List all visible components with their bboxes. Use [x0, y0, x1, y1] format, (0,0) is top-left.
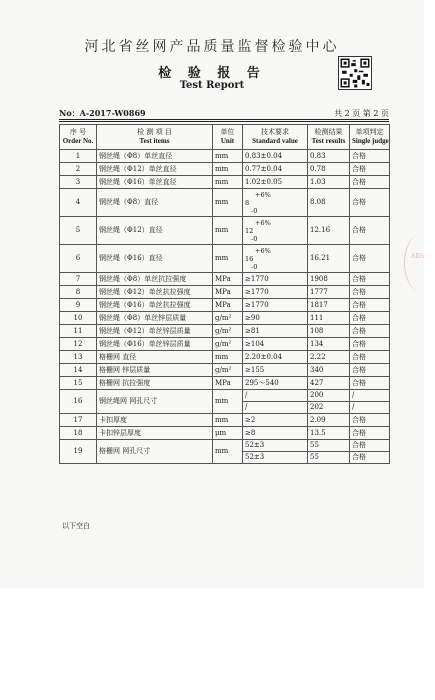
table-row	[60, 377, 390, 390]
cell-order-no: 14	[60, 364, 97, 377]
cell-unit: g/m²	[213, 338, 243, 351]
cell-single-judge: 合格	[350, 217, 390, 245]
cell-test-result: 1.03	[308, 176, 350, 189]
cell-single-judge: 合格	[350, 299, 390, 312]
cell-order-no: 3	[60, 176, 97, 189]
cell-test-item: 钢丝绳（Φ8）单丝抗拉强度	[97, 273, 213, 286]
table-header-row	[60, 125, 390, 150]
table-row	[60, 338, 390, 351]
cell-single-judge: 合格	[350, 286, 390, 299]
cell-test-result: 108	[308, 325, 350, 338]
cell-standard-value: ≥1770	[243, 273, 308, 286]
cell-standard-value: 295～540	[243, 377, 308, 390]
table-row	[60, 440, 390, 452]
cell-standard-value: ≥90	[243, 312, 308, 325]
qr-code-icon	[338, 56, 372, 90]
cell-order-no: 13	[60, 351, 97, 364]
table-row	[60, 312, 390, 325]
cell-order-no: 7	[60, 273, 97, 286]
cell-order-no: 19	[60, 440, 97, 464]
table-row	[60, 286, 390, 299]
table-row	[60, 189, 390, 217]
cell-unit: mm	[213, 163, 243, 176]
cell-single-judge: 合格	[350, 176, 390, 189]
cell-test-result: 2.09	[308, 414, 350, 427]
cell-single-judge: 合格	[350, 427, 390, 440]
cell-test-item: 钢丝绳（Φ8）单丝直径	[97, 150, 213, 163]
cell-order-no: 6	[60, 245, 97, 273]
cell-standard-value: +6% 16 -0	[243, 245, 308, 273]
cell-single-judge: 合格	[350, 150, 390, 163]
cell-test-result: 13.5	[308, 427, 350, 440]
cell-test-item: 格栅网 网孔尺寸	[97, 440, 213, 464]
table-row	[60, 414, 390, 427]
cell-single-judge: /	[350, 402, 390, 414]
report-meta	[59, 108, 389, 119]
cell-single-judge: 合格	[350, 312, 390, 325]
cell-standard-value: 52±3	[243, 452, 308, 464]
cell-test-item: 格栅网 抗拉强度	[97, 377, 213, 390]
cell-unit: g/m²	[213, 325, 243, 338]
cell-standard-value: /	[243, 390, 308, 402]
cell-standard-value: ≥155	[243, 364, 308, 377]
cell-test-item: 钢丝绳（Φ16）单丝直径	[97, 176, 213, 189]
cell-single-judge: 合格	[350, 338, 390, 351]
cell-single-judge: 合格	[350, 414, 390, 427]
cell-standard-value: 0.83±0.04	[243, 150, 308, 163]
cell-unit: mm	[213, 440, 243, 464]
cell-test-item: 钢丝绳（Φ16）单丝锌层质量	[97, 338, 213, 351]
cell-test-item: 钢丝绳（Φ12）直径	[97, 217, 213, 245]
cell-test-result: 1777	[308, 286, 350, 299]
cell-test-result: 340	[308, 364, 350, 377]
header-order-no: 序 号 Order No.	[60, 125, 97, 150]
cell-single-judge: 合格	[350, 273, 390, 286]
cell-standard-value: ≥81	[243, 325, 308, 338]
cell-test-result: 2.22	[308, 351, 350, 364]
cell-single-judge: 合格	[350, 163, 390, 176]
cell-test-result: 427	[308, 377, 350, 390]
cell-unit: mm	[213, 176, 243, 189]
cell-test-result: 200	[308, 390, 350, 402]
report-title-en: Test Report	[179, 80, 245, 91]
cell-order-no: 17	[60, 414, 97, 427]
cell-unit: MPa	[213, 273, 243, 286]
cell-test-result: 16.21	[308, 245, 350, 273]
cell-unit: mm	[213, 189, 243, 217]
cell-test-result: 111	[308, 312, 350, 325]
table-row	[60, 217, 390, 245]
header-single-judge: 单项判定 Single judge	[350, 125, 390, 150]
test-results-table	[59, 124, 390, 464]
cell-test-item: 卡扣锌层厚度	[97, 427, 213, 440]
cell-order-no: 10	[60, 312, 97, 325]
cell-unit: mm	[213, 414, 243, 427]
header-test-results: 检测结果 Test results	[308, 125, 350, 150]
cell-standard-value: /	[243, 402, 308, 414]
cell-test-result: 0.78	[308, 163, 350, 176]
cell-standard-value: 52±3	[243, 440, 308, 452]
header-unit: 单位 Unit	[213, 125, 243, 150]
cell-unit: MPa	[213, 299, 243, 312]
cell-order-no: 4	[60, 189, 97, 217]
cell-test-item: 钢丝绳（Φ12）单丝直径	[97, 163, 213, 176]
cell-test-item: 卡扣厚度	[97, 414, 213, 427]
cell-test-result: 1817	[308, 299, 350, 312]
cell-test-item: 格栅网 锌层质量	[97, 364, 213, 377]
table-row	[60, 351, 390, 364]
cell-unit: MPa	[213, 377, 243, 390]
cell-single-judge: 合格	[350, 364, 390, 377]
cell-single-judge: 合格	[350, 377, 390, 390]
table-row	[60, 176, 390, 189]
cell-single-judge: 合格	[350, 440, 390, 452]
stamp-mark: ARS :	[404, 235, 435, 291]
cell-test-item: 钢丝绳网 网孔尺寸	[97, 390, 213, 414]
table-row	[60, 364, 390, 377]
institute-name: 河北省丝网产品质量监督检验中心	[84, 39, 340, 55]
cell-standard-value: +6% 8 -0	[243, 189, 308, 217]
cell-unit: μm	[213, 427, 243, 440]
header-standard-value: 技术要求 Standard value	[243, 125, 308, 150]
cell-order-no: 18	[60, 427, 97, 440]
cell-standard-value: ≥8	[243, 427, 308, 440]
cell-single-judge: 合格	[350, 351, 390, 364]
cell-unit: mm	[213, 217, 243, 245]
divider	[59, 119, 389, 120]
cell-standard-value: ≥1770	[243, 286, 308, 299]
cell-unit: MPa	[213, 286, 243, 299]
cell-test-result: 134	[308, 338, 350, 351]
cell-test-result: 55	[308, 452, 350, 464]
cell-unit: mm	[213, 390, 243, 414]
cell-order-no: 8	[60, 286, 97, 299]
cell-order-no: 1	[60, 150, 97, 163]
cell-test-result: 12.16	[308, 217, 350, 245]
cell-unit: mm	[213, 351, 243, 364]
cell-unit: g/m²	[213, 364, 243, 377]
cell-unit: mm	[213, 245, 243, 273]
divider	[59, 121, 389, 122]
cell-test-item: 钢丝绳（Φ12）单丝抗拉强度	[97, 286, 213, 299]
cell-standard-value: +6% 12 -0	[243, 217, 308, 245]
cell-single-judge: 合格	[350, 189, 390, 217]
table-row	[60, 390, 390, 402]
cell-test-item: 钢丝绳（Φ12）单丝锌层质量	[97, 325, 213, 338]
table-row	[60, 273, 390, 286]
cell-test-item: 钢丝绳（Φ8）单丝锌层质量	[97, 312, 213, 325]
cell-standard-value: 2.20±0.04	[243, 351, 308, 364]
table-row	[60, 325, 390, 338]
cell-order-no: 12	[60, 338, 97, 351]
table-row	[60, 245, 390, 273]
cell-single-judge: 合格	[350, 325, 390, 338]
cell-single-judge: 合格	[350, 452, 390, 464]
cell-order-no: 5	[60, 217, 97, 245]
cell-unit: mm	[213, 150, 243, 163]
footer-note: 以下空白	[62, 522, 90, 530]
cell-standard-value: 0.77±0.04	[243, 163, 308, 176]
cell-order-no: 9	[60, 299, 97, 312]
table-row	[60, 427, 390, 440]
report-number: No：A-2017-W0869	[59, 108, 146, 118]
cell-test-result: 55	[308, 440, 350, 452]
cell-test-item: 钢丝绳（Φ8）直径	[97, 189, 213, 217]
cell-single-judge: 合格	[350, 245, 390, 273]
report-title-cn: 检 验 报 告	[158, 66, 266, 81]
cell-single-judge: /	[350, 390, 390, 402]
cell-standard-value: ≥104	[243, 338, 308, 351]
table-row	[60, 150, 390, 163]
cell-order-no: 11	[60, 325, 97, 338]
cell-order-no: 16	[60, 390, 97, 414]
cell-standard-value: ≥1770	[243, 299, 308, 312]
cell-test-result: 202	[308, 402, 350, 414]
table-row	[60, 299, 390, 312]
cell-test-item: 钢丝绳（Φ16）直径	[97, 245, 213, 273]
table-row	[60, 163, 390, 176]
cell-order-no: 2	[60, 163, 97, 176]
header-test-items: 检 测 项 目 Test items	[97, 125, 213, 150]
cell-standard-value: ≥2	[243, 414, 308, 427]
page-info: 共 2 页 第 2 页	[334, 109, 389, 118]
cell-standard-value: 1.02±0.05	[243, 176, 308, 189]
cell-test-item: 钢丝绳（Φ16）单丝抗拉强度	[97, 299, 213, 312]
cell-test-result: 1908	[308, 273, 350, 286]
cell-test-result: 8.08	[308, 189, 350, 217]
cell-order-no: 15	[60, 377, 97, 390]
cell-unit: g/m²	[213, 312, 243, 325]
cell-test-item: 格栅网 直径	[97, 351, 213, 364]
cell-test-result: 0.83	[308, 150, 350, 163]
